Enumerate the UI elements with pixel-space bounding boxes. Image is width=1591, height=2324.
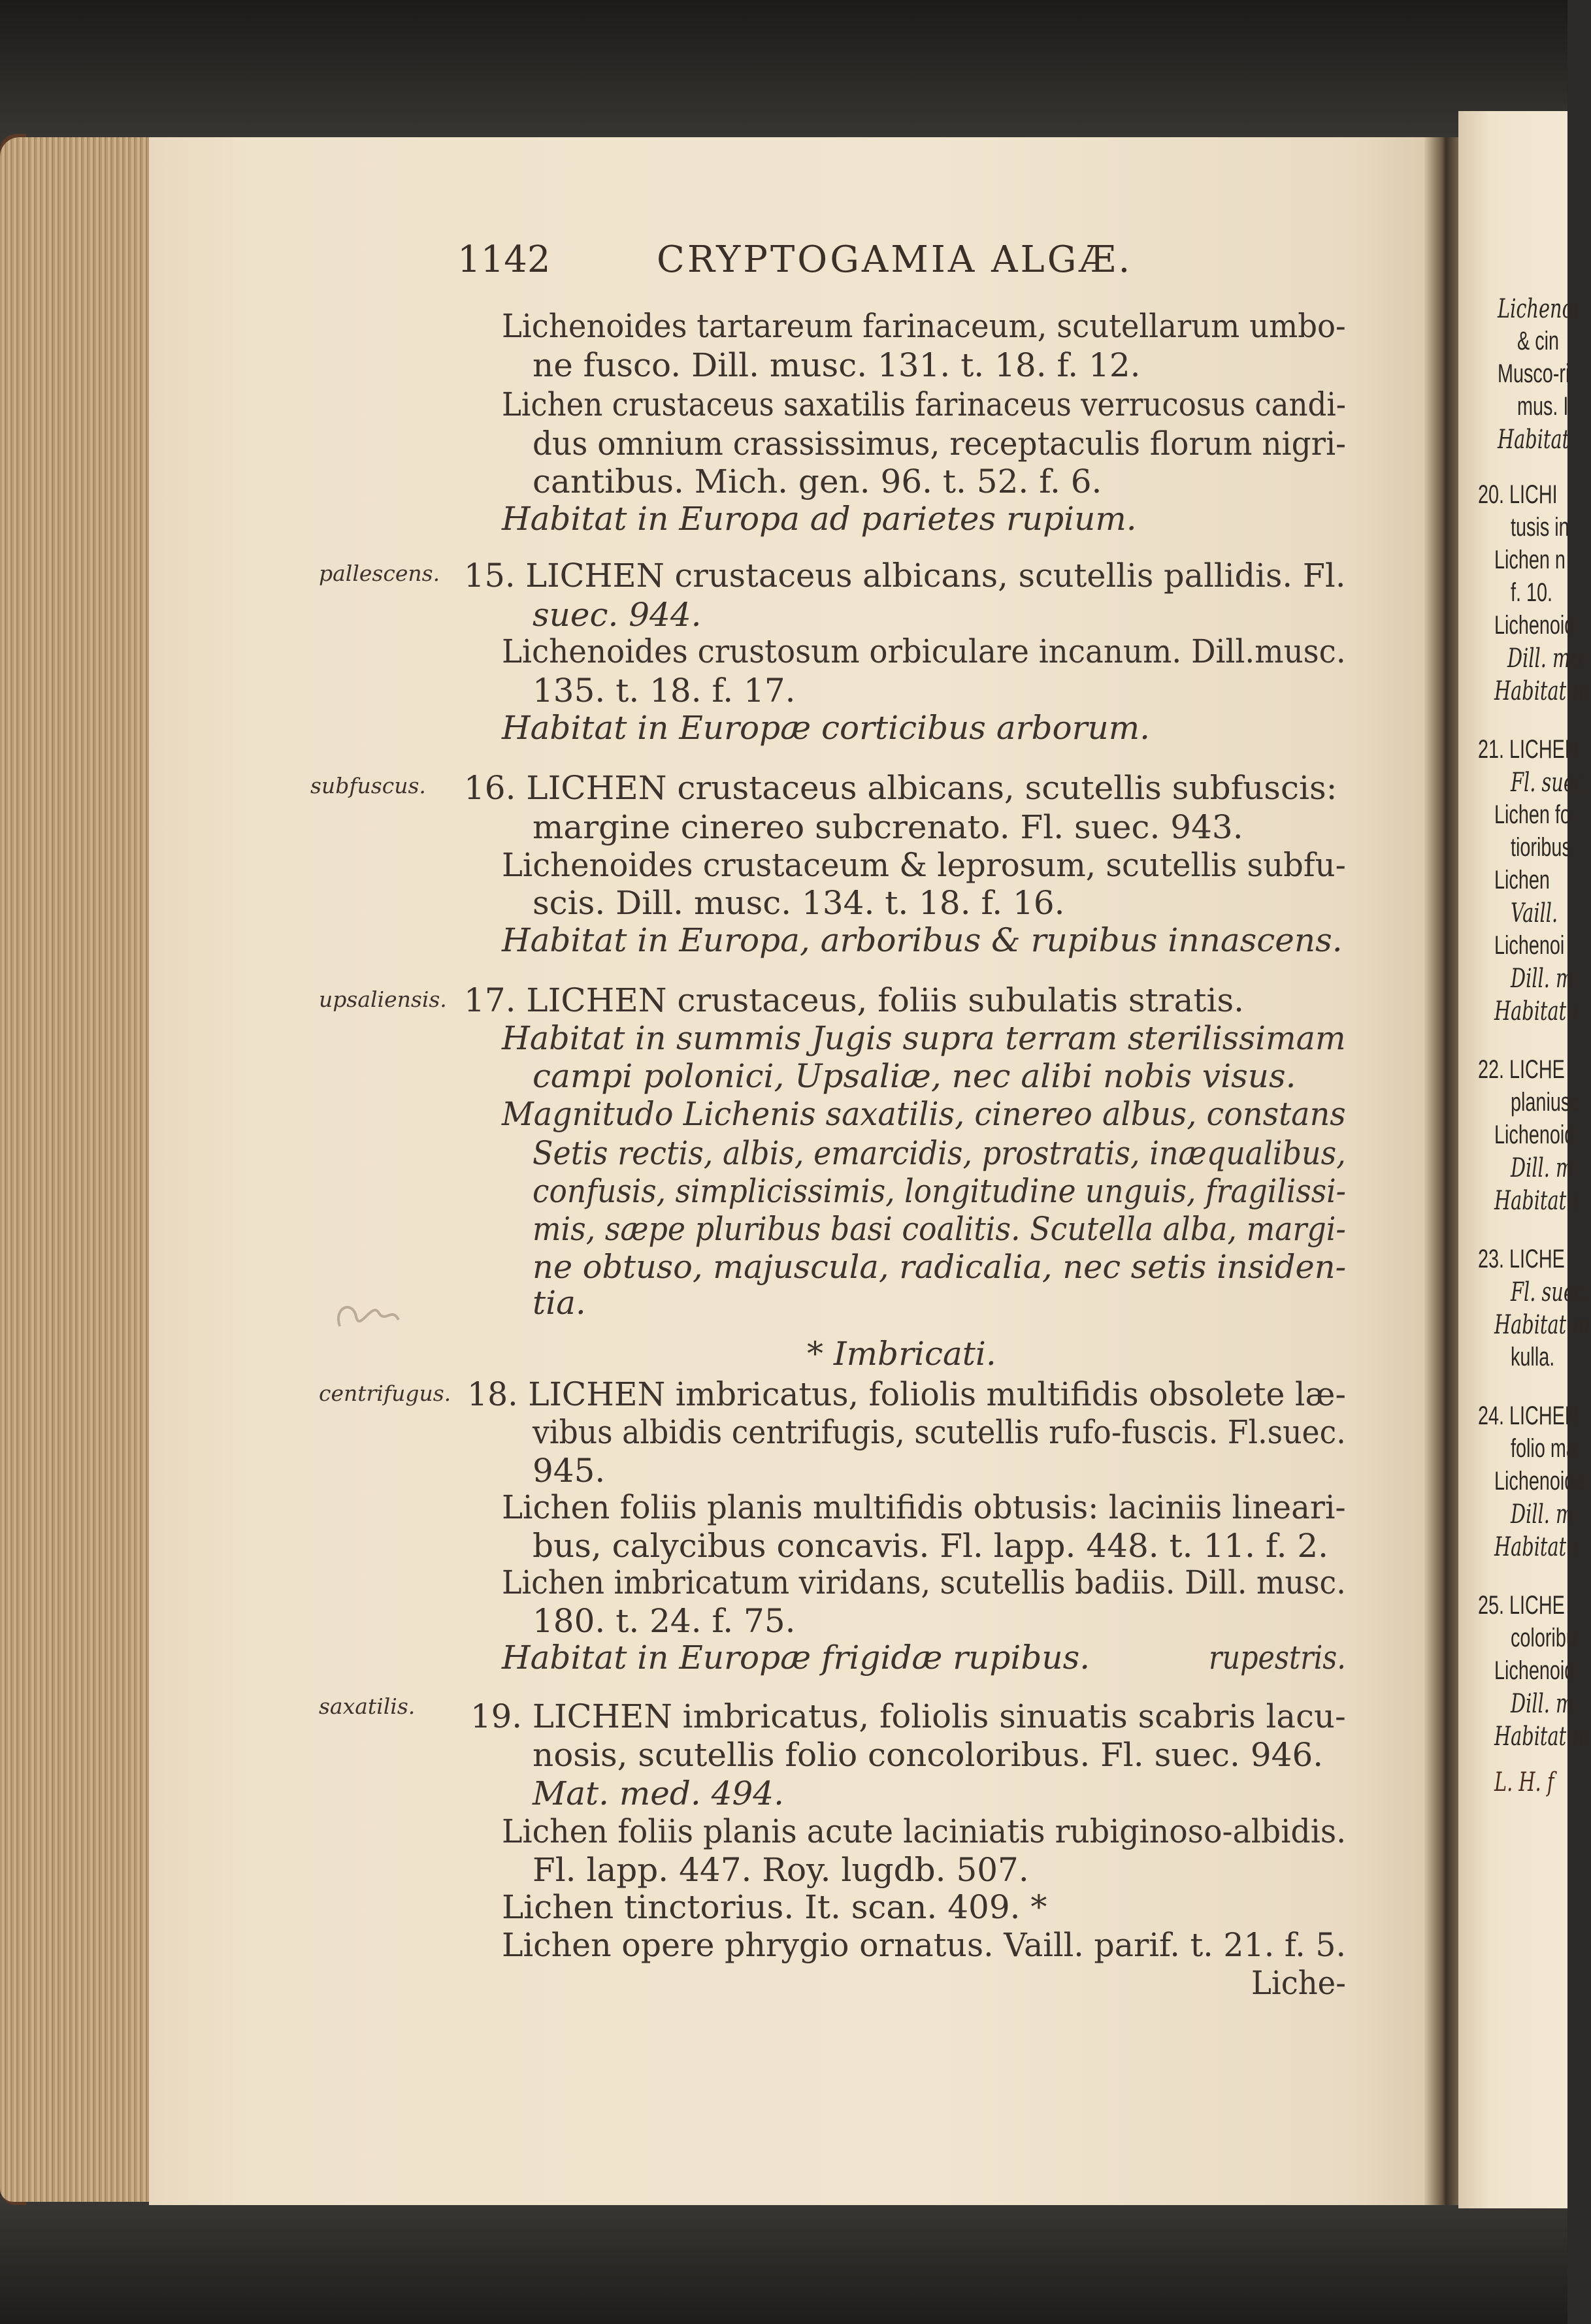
page-header <box>457 238 1189 291</box>
facing-fragment: Habitat i <box>1494 1186 1579 1216</box>
facing-fragment: Vaill. <box>1511 898 1558 928</box>
facing-fragment: Habitat in <box>1494 1722 1591 1752</box>
facing-fragment: Habitat i <box>1494 1532 1579 1562</box>
facing-fragment: Lichenoid <box>1494 1656 1575 1685</box>
margin-name-16: subfuscus. <box>310 773 426 798</box>
facing-fragment: Lichen n <box>1494 546 1566 574</box>
facing-fragment: 22. LICHE <box>1478 1055 1565 1084</box>
facing-fragment: 23. LICHE <box>1478 1245 1565 1273</box>
facing-fragment: Lichenoide <box>1494 1467 1586 1496</box>
body-line: 945. <box>533 1452 606 1490</box>
body-line: nosis, scutellis folio concoloribus. Fl. suec. 946. <box>533 1736 1324 1774</box>
body-line: Lichen tinctorius. It. scan. 409. * <box>502 1888 1047 1926</box>
body-line: Lichenoides tartareum farinaceum, scutellarum umbo- <box>502 307 1346 345</box>
facing-fragment: Lichenoid <box>1494 1121 1575 1149</box>
facing-fragment: Habitat i <box>1494 996 1579 1026</box>
body-line: Lichenoides crustosum orbiculare incanum. Dill.musc. <box>502 632 1346 670</box>
facing-fragment: Dill. m <box>1511 1499 1574 1530</box>
body-line: scis. Dill. musc. 134. t. 18. f. 16. <box>533 884 1065 922</box>
running-title: CRYPTOGAMIA ALGÆ. <box>657 238 1133 281</box>
facing-fragment: 24. LICHEN <box>1478 1401 1579 1430</box>
body-line: Lichen foliis planis multifidis obtusis: laciniis lineari- <box>502 1488 1346 1526</box>
margin-name-17: upsaliensis. <box>319 987 447 1012</box>
species-heading-15: 15. LICHEN crustaceus albicans, scutellis pallidis. Fl. <box>464 557 1346 595</box>
facing-fragment: folio ma <box>1511 1434 1577 1463</box>
facing-fragment: Dill. m <box>1511 1689 1574 1719</box>
facing-fragment: planiusc <box>1511 1088 1580 1117</box>
habitat-line: Habitat in summis Jugis supra terram sterilissimam <box>502 1019 1346 1057</box>
body-line: vibus albidis centrifugis, scutellis rufo-fuscis. Fl.suec. <box>533 1413 1346 1451</box>
background-bottom <box>0 2195 1567 2324</box>
section-heading: * Imbricati. <box>807 1335 996 1373</box>
body-line: Mat. med. 494. <box>533 1775 785 1812</box>
manuscript-mark <box>327 1287 425 1346</box>
body-line: 135. t. 18. f. 17. <box>533 672 796 710</box>
facing-fragment: 20. LICHI <box>1478 480 1558 509</box>
habitat-line: Habitat in Europa ad parietes rupium. <box>502 500 1137 538</box>
body-line: ne fusco. Dill. musc. 131. t. 18. f. 12. <box>533 346 1141 384</box>
margin-name-15: pallescens. <box>319 561 440 586</box>
facing-fragment: mus. I <box>1517 392 1569 421</box>
body-line: Setis rectis, albis, emarcidis, prostratis, inæqualibus, <box>533 1134 1346 1172</box>
body-line: Magnitudo Lichenis saxatilis, cinereo albus, constans <box>502 1095 1346 1133</box>
facing-fragment: Dill. m <box>1511 964 1574 994</box>
facing-fragment: tusis in <box>1511 513 1569 542</box>
facing-fragment: Dill. mu <box>1507 644 1583 674</box>
body-line: campi polonici, Upsaliæ, nec alibi nobis visus. <box>533 1057 1296 1095</box>
facing-fragment: tioribus <box>1511 833 1571 862</box>
body-line: Lichen opere phrygio ornatus. Vaill. parif. t. 21. f. 5. <box>502 1926 1347 1964</box>
facing-fragment: Habitat in <box>1494 676 1591 706</box>
facing-fragment: Lichenoid <box>1494 611 1575 640</box>
body-line: 180. t. 24. f. 75. <box>533 1602 796 1640</box>
body-line: dus omnium crassissimus, receptaculis florum nigri- <box>533 425 1346 463</box>
body-line: Lichenoides crustaceum & leprosum, scutellis subfu- <box>502 846 1346 884</box>
facing-fragment: Lichenoi <box>1494 931 1565 960</box>
habitat-line: Habitat in Europa, arboribus & rupibus innascens. <box>502 921 1343 959</box>
facing-page <box>1458 111 1591 2208</box>
facing-fragment: coloribu <box>1511 1624 1577 1652</box>
body-line: suec. 944. <box>533 596 702 634</box>
page-edges <box>0 137 163 2202</box>
margin-name-18: centrifugus. <box>319 1381 451 1406</box>
facing-fragment: & cin <box>1517 327 1560 355</box>
species-heading-17: 17. LICHEN crustaceus, foliis subulatis stratis. <box>464 981 1245 1019</box>
body-line: mis, sæpe pluribus basi coalitis. Scutella alba, margi- <box>533 1210 1346 1248</box>
species-heading-18: 18. LICHEN imbricatus, foliolis multifidis obsolete læ- <box>467 1375 1346 1413</box>
variety-name: rupestris. <box>1209 1639 1346 1677</box>
facing-fragment: Musco-ri <box>1498 359 1570 388</box>
habitat-line: Habitat in Europæ frigidæ rupibus. <box>502 1639 1091 1677</box>
species-heading-16: 16. LICHEN crustaceus albicans, scutellis subfuscis: <box>464 769 1337 807</box>
facing-fragment: Fl. suec. <box>1511 1277 1591 1307</box>
facing-fragment: Habitat in <box>1494 1310 1591 1340</box>
page-number: 1142 <box>457 238 551 281</box>
facing-fragment: L. H. f <box>1494 1767 1554 1797</box>
body-line: confusis, simplicissimis, longitudine unguis, fragilissi- <box>533 1172 1347 1210</box>
habitat-line: Habitat in Europæ corticibus arborum. <box>502 709 1151 747</box>
facing-fragment: Fl. suec. <box>1511 768 1591 798</box>
body-line: cantibus. Mich. gen. 96. t. 52. f. 6. <box>533 463 1102 500</box>
facing-fragment: 21. LICHEN <box>1478 735 1579 764</box>
body-line: Fl. lapp. 447. Roy. lugdb. 507. <box>533 1851 1029 1889</box>
body-line: Lichen crustaceus saxatilis farinaceus verrucosus candi- <box>502 385 1347 423</box>
facing-fragment: Habitat <box>1498 425 1570 455</box>
facing-fragment: Dill. m <box>1511 1153 1574 1183</box>
margin-name-19: saxatilis. <box>319 1694 416 1719</box>
facing-fragment: Lichen fo <box>1494 800 1571 829</box>
body-line: Lichen imbricatum viridans, scutellis badiis. Dill. musc. <box>502 1563 1346 1601</box>
body-line: Lichen foliis planis acute laciniatis rubiginoso-albidis. <box>502 1812 1347 1850</box>
catchword: Liche- <box>1251 1964 1346 2002</box>
facing-fragment: kulla. <box>1511 1343 1555 1371</box>
facing-fragment: Lichenoi <box>1498 294 1580 324</box>
body-line: tia. <box>533 1284 586 1322</box>
facing-fragment: 25. LICHE <box>1478 1591 1565 1620</box>
body-line: bus, calycibus concavis. Fl. lapp. 448. t. 11. f. 2. <box>533 1527 1329 1565</box>
facing-fragment: f. 10. <box>1511 578 1553 607</box>
body-line: margine cinereo subcrenato. Fl. suec. 943. <box>533 808 1243 846</box>
facing-fragment: Lichen <box>1494 866 1550 894</box>
body-line: ne obtuso, majuscula, radicalia, nec setis insiden- <box>533 1248 1347 1286</box>
background-top <box>0 0 1567 150</box>
species-heading-19: 19. LICHEN imbricatus, foliolis sinuatis scabris lacu- <box>470 1697 1346 1735</box>
book-gutter <box>1424 137 1464 2205</box>
